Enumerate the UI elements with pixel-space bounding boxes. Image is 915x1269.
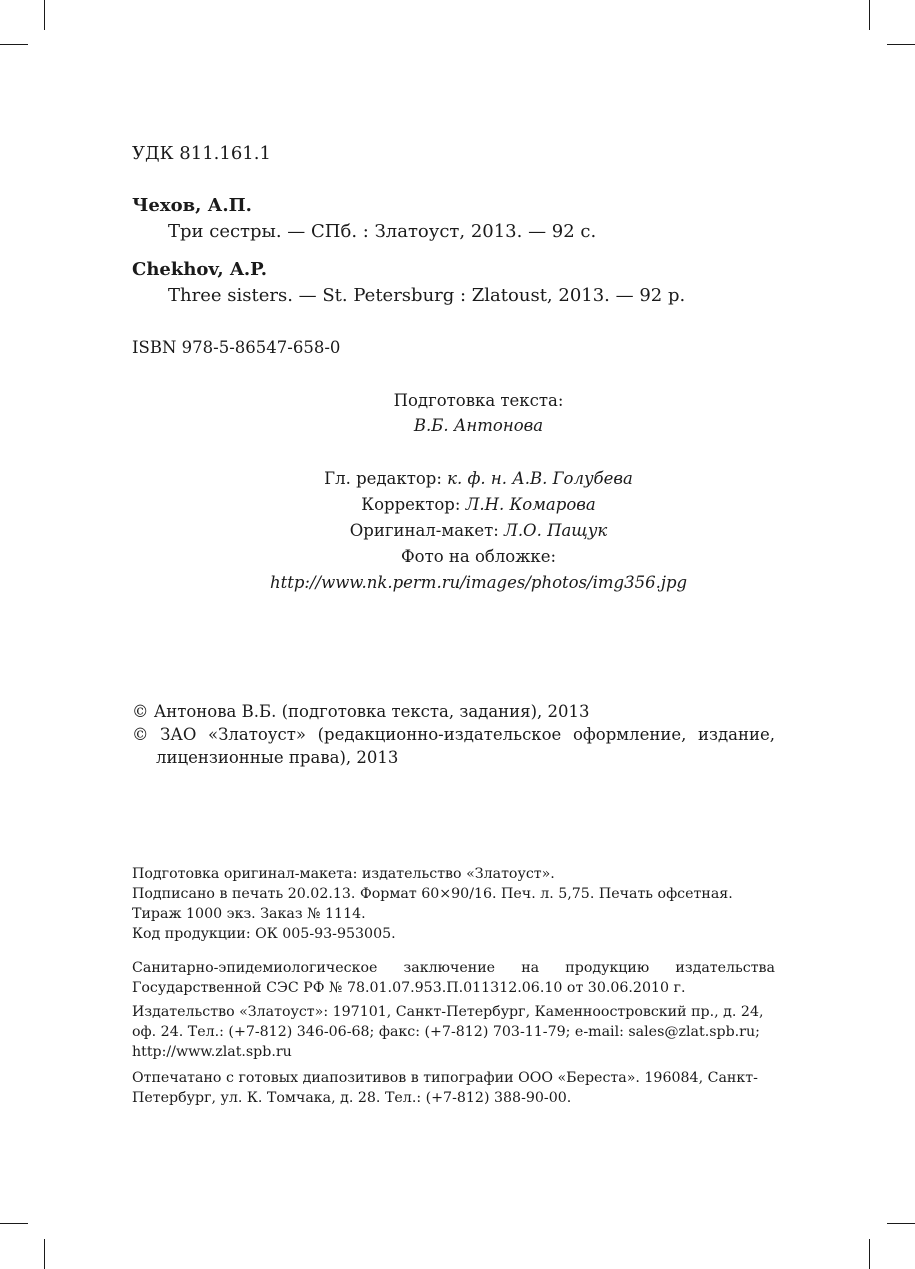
ru-author: Чехов, А.П. [132,195,252,216]
printer-block [132,1068,775,1108]
imprint-line-1: Подготовка оригинал-макета: издательство «Златоуст». [132,866,555,882]
layout-line [132,518,825,544]
udk-block [132,141,770,167]
crop-mark [44,1239,45,1269]
crop-mark [887,1223,915,1224]
crop-mark [869,0,870,30]
ru-description: Три сестры. — СПб. : Златоуст, 2013. — 92 с. [168,221,597,242]
layout-name: Л.О. Пащук [504,521,608,540]
imprint-line-2: Подписано в печать 20.02.13. Формат 60×90/16. Печ. л. 5,75. Печать офсетная. [132,886,733,902]
crop-mark [869,1239,870,1269]
cover-photo-url: http://www.nk.perm.ru/images/photos/img356.jpg [269,573,688,592]
credits-block [132,466,825,596]
imprint-line-4: Код продукции: ОК 005-93-953005. [132,926,396,942]
ru-entry [132,193,770,245]
copyright-block [132,700,775,769]
cover-photo-label: Фото на обложке: [400,547,557,566]
text-prep-block [132,388,825,438]
sanitary-text: Санитарно-эпидемиологическое заключение на продукцию издательства Государственной СЭС РФ № 78.01.07.953.П.011312.06.10 от 30.06.2010 г. [132,960,775,996]
publisher-block [132,1002,775,1062]
publisher-text: Издательство «Златоуст»: 197101, Санкт-Петербург, Каменноостровский пр., д. 24, оф. 24. Тел.: (+7-812) 346-06-68; факс: (+7-812) 703-11-79; e-mail: sales@zlat.spb.ru; http://www.zlat.spb.ru [132,1004,764,1060]
imprint-block [132,864,775,944]
copyright-line-1: © Антонова В.Б. (подготовка текста, задания), 2013 [132,702,590,721]
udk-code: УДК 811.161.1 [132,143,271,164]
crop-mark [44,0,45,30]
isbn-block [132,337,770,359]
copyright-line-2: © ЗАО «Златоуст» (редакционно-издательское оформление, издание, лицензионные права), 2013 [132,725,775,767]
layout-label: Оригинал-макет: [349,521,499,540]
proofreader-label: Корректор: [361,495,461,514]
proofreader-name: Л.Н. Комарова [465,495,596,514]
text-prep-label: Подготовка текста: [393,391,564,410]
isbn: ISBN 978-5-86547-658-0 [132,338,341,357]
en-entry [132,257,770,309]
chief-editor-label: Гл. редактор: [324,469,442,488]
chief-editor-line [132,466,825,492]
text-prep-name: В.Б. Антонова [413,416,544,435]
en-description: Three sisters. — St. Petersburg : Zlatoust, 2013. — 92 p. [168,285,686,306]
imprint-line-3: Тираж 1000 экз. Заказ № 1114. [132,906,366,922]
crop-mark [887,44,915,45]
chief-editor-name: к. ф. н. А.В. Голубева [447,469,633,488]
crop-mark [0,1223,28,1224]
proofreader-line [132,492,825,518]
sanitary-block [132,958,775,998]
printer-text: Отпечатано с готовых диапозитивов в типографии ООО «Береста». 196084, Санкт-Петербург, ул. К. Томчака, д. 28. Тел.: (+7-812) 388-90-00. [132,1070,758,1106]
crop-mark [0,44,28,45]
en-author: Chekhov, A.P. [132,259,268,280]
